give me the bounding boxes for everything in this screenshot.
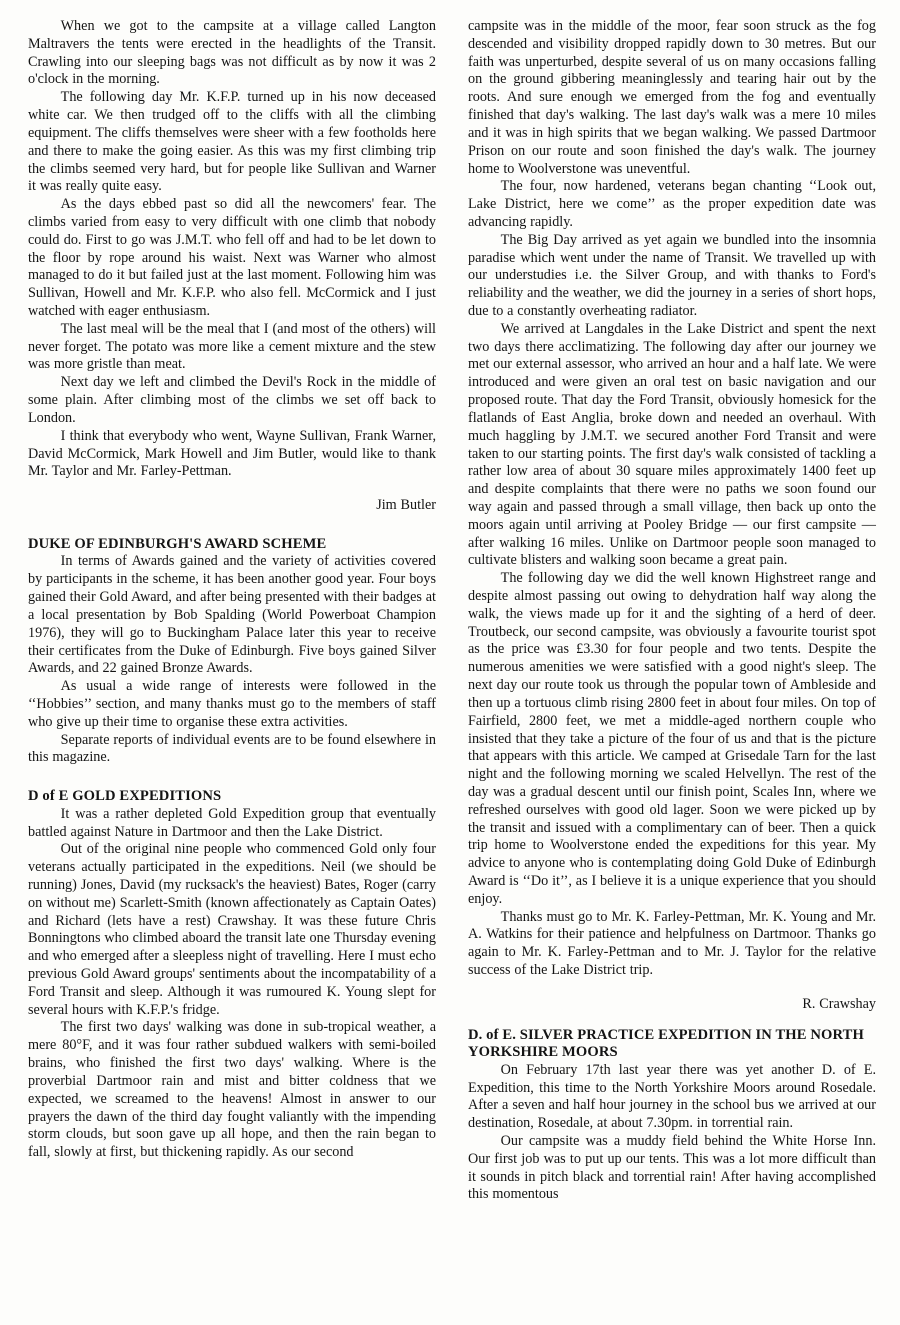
paragraph: It was a rather depleted Gold Expedition group that eventually battled against Nature in Dartmoor and then the Lake District.	[28, 805, 436, 840]
section-heading-gold-expeditions: D of E GOLD EXPEDITIONS	[28, 788, 222, 805]
paragraph: The first two days' walking was done in sub-tropical weather, a mere 80°F, and it was four rather subdued walkers with semi-boiled brains, who finished the first two days' walking. Where is the proverbial Dartmoor rain and mist and bitter coldness that we expected, we screamed to the heavens! Almost in answer to our prayers the dawn of the third day fought valiantly with the impending storm clouds, but soon gave up all hope, and then the rain began to fall, slowly at first, but thickening rapidly. As our second	[28, 1019, 436, 1161]
paragraph: campsite was in the middle of the moor, fear soon struck as the fog descended and visibility dropped rapidly down to 30 metres. But our faith was unperturbed, despite several of us on many occasions falling on the ground gibbering meaninglessly and tearing hair out by the roots. And sure enough we emerged from the fog and eventually finished that day's walking. The last day's walk was a mere 10 miles and it was in high spirits that we began walking. We passed Dartmoor Prison on our route and soon finished the day's walk. The journey home to Woolverstone was uneventful.	[468, 18, 876, 177]
paragraph: When we got to the campsite at a village called Langton Maltravers the tents were erected in the headlights of the Transit. Crawling into our sleeping bags was not difficult as by now it was 2 o'clock in the morning.	[28, 18, 436, 88]
spacer	[468, 980, 876, 996]
paragraph: In terms of Awards gained and the variety of activities covered by participants in the scheme, it has been another good year. Four boys gained their Gold Award, and after being presented with their badges at a local presentation by Bob Spalding (World Powerboat Champion 1976), they will go to Buckingham Palace later this year to receive their certificates from the Duke of Edinburgh. Five boys gained Silver Awards, and 22 gained Bronze Awards.	[28, 553, 436, 677]
spacer	[28, 515, 436, 536]
paragraph: The Big Day arrived as yet again we bundled into the insomnia paradise which went under the name of Transit. We travelled up with our understudies i.e. the Silver Group, and with thanks to Ford's reliability and the weather, we did the journey in a series of short hops, due to a constantly overheating radiator.	[468, 231, 876, 319]
paragraph: The following day we did the well known Highstreet range and despite almost passing out owing to dehydration half way along the walk, the views made up for it and the sighting of a herd of deer. Troutbeck, our second campsite, was obviously a favourite tourist spot as the price was £3.30 for four people and two tents. Despite the numerous amenities we were satisfied with a good night's sleep. The next day our route took us through the popular town of Ambleside and then up a tortuous climb rising 2800 feet in about four miles. On top of Fairfield, 2800 feet, we met a middle-aged northern couple who insisted that they take a picture of the four of us and that is the picture that appears with this article. We camped at Grisedale Tarn for the last night and the following morning we scaled Helvellyn. The rest of the day was a gradual descent until our finish point, Scales Inn, where we refreshed ourselves with good old lager. Soon we were picked up by the transit and issued with a complimentary can of beer. Then a quick trip home to Woolverstone ended the expeditions for this year. My advice to anyone who is contemplating doing Gold Duke of Edinburgh Award is ‘‘Do it’’, as I believe it is a unique experience that you should enjoy.	[468, 570, 876, 907]
paragraph: We arrived at Langdales in the Lake District and spent the next two days there acclimatizing. The following day after our journey we met our external assessor, who arrived an hour and a half late. We were introduced and were given an oral test on basic navigation and our proposed route. That day the Ford Transit, obviously homesick for the flatlands of East Anglia, broke down and needed an overhaul. With much haggling by J.M.T. we secured another Ford Transit and were taken to our starting points. The first day's walk consisted of tackling a rather low area of about 30 square miles approximately 1400 feet up and despite complaints that there were no paths we soon found our way again and passed through a small village, then back up onto the moors again until arriving at Pooley Bridge — our first campsite — after walking 16 miles. Unlike on Dartmoor people soon managed to cultivate blisters and walking soon became a great pain.	[468, 320, 876, 569]
paragraph: As the days ebbed past so did all the newcomers' fear. The climbs varied from easy to very difficult with one climb that nobody could do. First to go was J.M.T. who fell off and had to be let down to the floor by rope around his waist. Next was Warner who almost managed to do it but failed just at the last moment. Following him was Sullivan, Howell and Mr. K.F.P. who also fell. McCormick and I just watched with eager enthusiasm.	[28, 196, 436, 319]
paragraph: On February 17th last year there was yet another D. of E. Expedition, this time to the North Yorkshire Moors around Rosedale. After a seven and half hour journey in the school bus we arrived at our destination, Rosedale, at about 7.30pm. in torrential rain.	[468, 1061, 876, 1132]
section-heading-silver-practice-expedition: D. of E. SILVER PRACTICE EXPEDITION IN THE NORTH YORKSHIRE MOORS	[468, 1026, 864, 1061]
paragraph: Next day we left and climbed the Devil's Rock in the middle of some plain. After climbing most of the climbs we set off back to London.	[28, 374, 436, 426]
paragraph: As usual a wide range of interests were followed in the ‘‘Hobbies’’ section, and many thanks must go to the members of staff who give up their time to organise these extra activities.	[28, 678, 436, 730]
article-signature: R. Crawshay	[802, 995, 876, 1012]
paragraph: Our campsite was a muddy field behind the White Horse Inn. Our first job was to put up our tents. This was a lot more difficult than it sounds in pitch black and torrential rain! After having accomplished this momentous	[468, 1132, 876, 1203]
paragraph: Out of the original nine people who commenced Gold only four veterans actually participated in the expeditions. Neil (we should be running) Jones, David (my rucksack's the heaviest) Bates, Roger (carry on without me) Scarlett-Smith (known affectionately as Captain Oates) and Richard (lets have a rest) Crawshay. It was these future Chris Bonningtons who climbed aboard the transit late one Thursday evening and who emerged after a sleepless night of travelling. Here I must echo previous Gold Award groups' sentiments about the incompatability of a Ford Transit and sleep. Although it was rumoured K. Young slept for several hours with K.F.P.'s fridge.	[28, 841, 436, 1018]
left-column	[28, 18, 436, 1315]
paragraph: I think that everybody who went, Wayne Sullivan, Frank Warner, David McCormick, Mark Howell and Jim Butler, would like to thank Mr. Taylor and Mr. Farley-Pettman.	[28, 427, 436, 480]
paragraph: The four, now hardened, veterans began chanting ‘‘Look out, Lake District, here we come’’ as the proper expedition date was advancing rapidly.	[468, 178, 876, 230]
paragraph: Thanks must go to Mr. K. Farley-Pettman, Mr. K. Young and Mr. A. Watkins for their patience and helpfulness on Dartmoor. Thanks go again to Mr. K. Farley-Pettman and to Mr. J. Taylor for the relative success of the Lake District trip.	[468, 908, 876, 979]
paragraph: The following day Mr. K.F.P. turned up in his now deceased white car. We then trudged off to the cliffs with all the climbing equipment. The cliffs themselves were sheer with a few footholds here and there to make the going easier. As this was my first climbing trip the climbs seemed very hard, but for people like Sullivan and Warner it was really quite easy.	[28, 89, 436, 195]
spacer	[28, 481, 436, 497]
paragraph: Separate reports of individual events are to be found elsewhere in this magazine.	[28, 731, 436, 766]
spacer	[468, 1014, 876, 1027]
spacer	[28, 767, 436, 788]
section-heading-duke-of-edinburgh: DUKE OF EDINBURGH'S AWARD SCHEME	[28, 535, 327, 552]
right-column	[468, 18, 876, 1315]
article-signature: Jim Butler	[376, 497, 436, 514]
paragraph: The last meal will be the meal that I (and most of the others) will never forget. The potato was more like a cement mixture and the stew was more gristle than meat.	[28, 320, 436, 373]
two-column-layout	[28, 18, 876, 1315]
